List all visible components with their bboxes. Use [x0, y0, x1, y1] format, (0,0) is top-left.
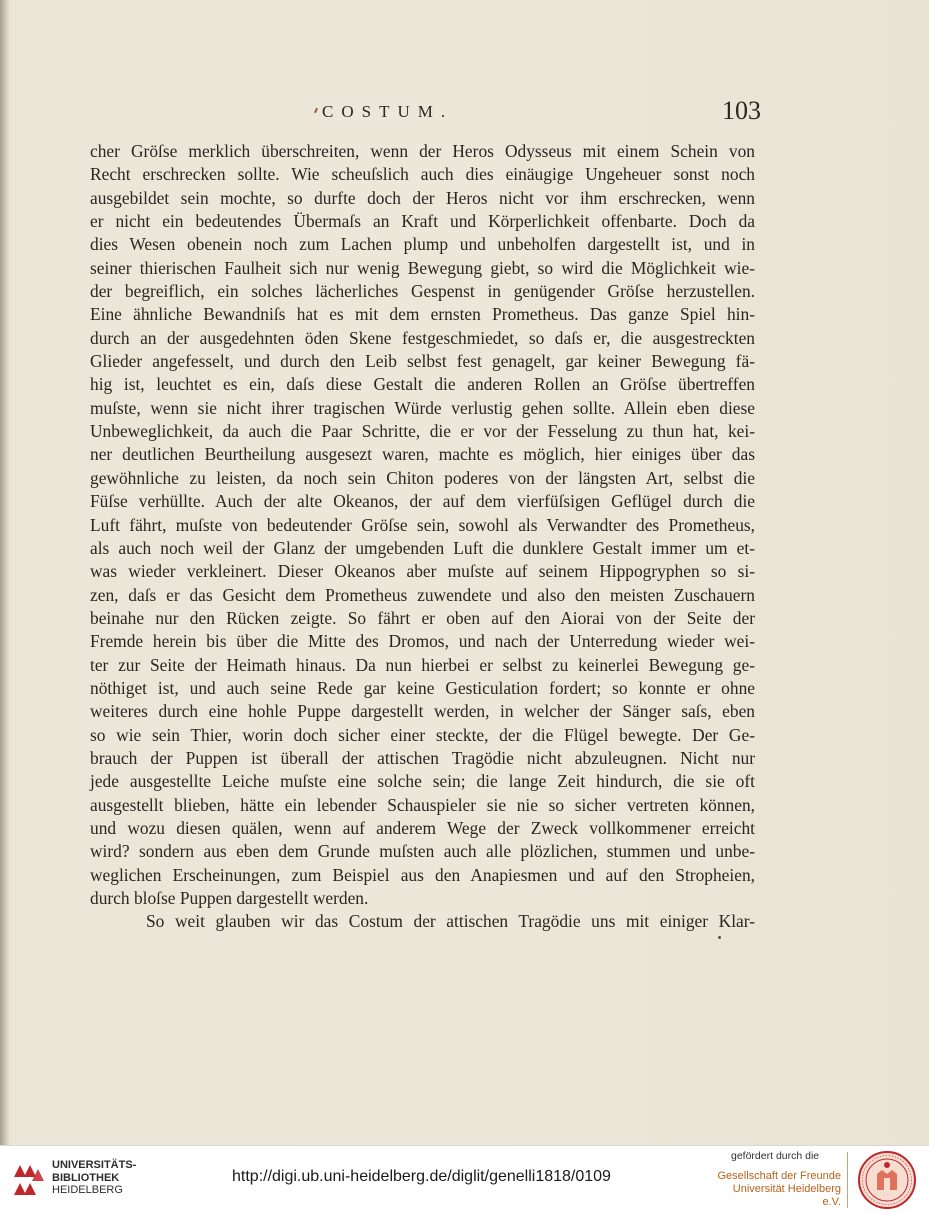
- text-line: zen, daſs er das Gesicht dem Prometheus zuwendete und also den meisten Zuschauern: [90, 584, 755, 605]
- sponsor-divider: [847, 1152, 848, 1208]
- library-name[interactable]: [52, 1159, 136, 1197]
- body-text: [90, 140, 755, 934]
- ub-heidelberg-logo-icon[interactable]: [10, 1155, 44, 1203]
- text-line: weiteres durch eine hohle Puppe dargestellt werden, in welcher der Sänger saſs, eben: [90, 701, 755, 722]
- paragraph-end-line: durch bloſse Puppen dargestellt werden.: [90, 888, 369, 908]
- text-line: er nicht ein bedeutendes Übermaſs an Kraft und Körperlichkeit offenbarte. Doch da: [90, 211, 755, 232]
- text-line: und wozu diesen quälen, wenn auf anderem Wege der Zweck vollkommener erreicht: [90, 817, 755, 838]
- text-line: ter zur Seite der Heimath hinaus. Da nun hierbei er selbst zu keinerlei Bewegung ge-: [90, 654, 755, 675]
- text-line: dies Wesen obenein noch zum Lachen plump und unbeholfen dargestellt ist, und in: [90, 234, 755, 255]
- text-line: beinahe nur den Rücken zeigte. So fährt er oben auf den Aiorai von der Seite der: [90, 607, 755, 628]
- text-line: wird? sondern aus eben dem Grunde muſsten auch alle plözlichen, stummen und unbe-: [90, 841, 755, 862]
- permalink-url[interactable]: http://digi.ub.uni-heidelberg.de/diglit/genelli1818/0109: [232, 1168, 611, 1185]
- sponsor-label: gefördert durch die: [731, 1150, 820, 1162]
- text-line: Glieder angefesselt, und durch den Leib selbst fest genagelt, gar keiner Bewegung fä-: [90, 351, 755, 372]
- text-line: nöthiget ist, und auch seine Rede gar keine Gesticulation fordert; so konnte er ohne: [90, 677, 755, 698]
- library-name-line2: BIBLIOTHEK: [52, 1171, 120, 1184]
- text-line: Füſse verhüllte. Auch der alte Okeanos, der auf dem vierfüſsigen Geflügel durch die: [90, 491, 755, 512]
- paragraph-start-line: So weit glauben wir das Costum der attischen Tragödie uns mit einiger Klar-: [146, 911, 755, 932]
- library-name-line3: HEIDELBERG: [52, 1184, 123, 1196]
- text-line: weglichen Erscheinungen, zum Beispiel aus den Anapiesmen und auf den Stropheien,: [90, 864, 755, 885]
- sponsor-name-line2: Universität Heidelberg e.V.: [732, 1183, 841, 1208]
- text-line: hig ist, leuchtet es ein, daſs diese Gestalt die anderen Rollen an Gröſse übertreffen: [90, 374, 755, 395]
- text-line: Eine ähnliche Bewandniſs hat es mit dem ernsten Prometheus. Das ganze Spiel hin-: [90, 304, 755, 325]
- text-line: als auch noch weil der Glanz der umgebenden Luft die dunklere Gestalt immer um et-: [90, 537, 755, 558]
- text-line: muſste, wenn sie nicht ihrer tragischen Würde verlustig gehen sollte. Allein eben diese: [90, 397, 755, 418]
- text-line: Recht erschrecken sollte. Wie scheuſslich auch dies einäugige Ungeheuer sonst noch: [90, 164, 755, 185]
- page-header: [90, 96, 761, 134]
- library-name-line1: UNIVERSITÄTS-: [52, 1159, 137, 1171]
- text-line: seiner thierischen Faulheit sich nur wenig Bewegung giebt, so wird die Möglichkeit wie-: [90, 257, 755, 278]
- text-line: der begreiflich, ein solches lächerliches Gespenst in genügender Gröſse herzustellen.: [90, 281, 755, 302]
- text-line: so wie sein Thier, worin doch sicher einer steckte, der die Flügel bewegte. Der Ge-: [90, 724, 755, 745]
- text-line: ausgestellt blieben, hätte ein lebender Schauspieler sie nie so sicher vertreten können,: [90, 794, 755, 815]
- running-head: COSTUM.: [322, 102, 454, 121]
- text-line: jede ausgestellte Leiche muſste eine solche sein; die lange Zeit hindurch, die sie oft: [90, 771, 755, 792]
- text-line: Luft fährt, muſste von bedeutender Gröſse sein, sowohl als Verwandter des Prometheus,: [90, 514, 755, 535]
- sponsor-name-line1: Gesellschaft der Freunde: [717, 1170, 841, 1182]
- footer-bar: [0, 1145, 929, 1213]
- text-line: was wieder verkleinert. Dieser Okeanos aber muſste auf seinem Hippogryphen so si-: [90, 561, 755, 582]
- text-line: brauch der Puppen ist überall der attischen Tragödie nicht abzuleugnen. Nicht nur: [90, 747, 755, 768]
- text-line: Unbeweglichkeit, da auch die Paar Schritte, die er vor der Fesselung zu thun hat, kei-: [90, 421, 755, 442]
- text-line: ausgebildet sein mochte, so durfte doch der Heros nicht vor ihm erschrecken, wenn: [90, 187, 755, 208]
- page-number: 103: [722, 96, 761, 125]
- text-line: ner deutlichen Beurtheilung ausgesezt waren, machte es möglich, hier einiges über das: [90, 444, 755, 465]
- sponsor-name[interactable]: [717, 1170, 841, 1209]
- text-line: durch an der ausgedehnten öden Skene festgeschmiedet, so daſs er, die ausgestreckten: [90, 327, 755, 348]
- university-seal-icon[interactable]: [855, 1150, 919, 1210]
- text-line: Fremde herein bis über die Mitte des Dromos, und nach der Unterredung wieder wei-: [90, 631, 755, 652]
- text-line: cher Gröſse merklich überschreiten, wenn der Heros Odysseus mit einem Schein von: [90, 141, 755, 161]
- text-line: gewöhnliche zu leisten, da noch sein Chiton poderes von der längsten Art, selbst die: [90, 467, 755, 488]
- ink-dot: [718, 936, 721, 939]
